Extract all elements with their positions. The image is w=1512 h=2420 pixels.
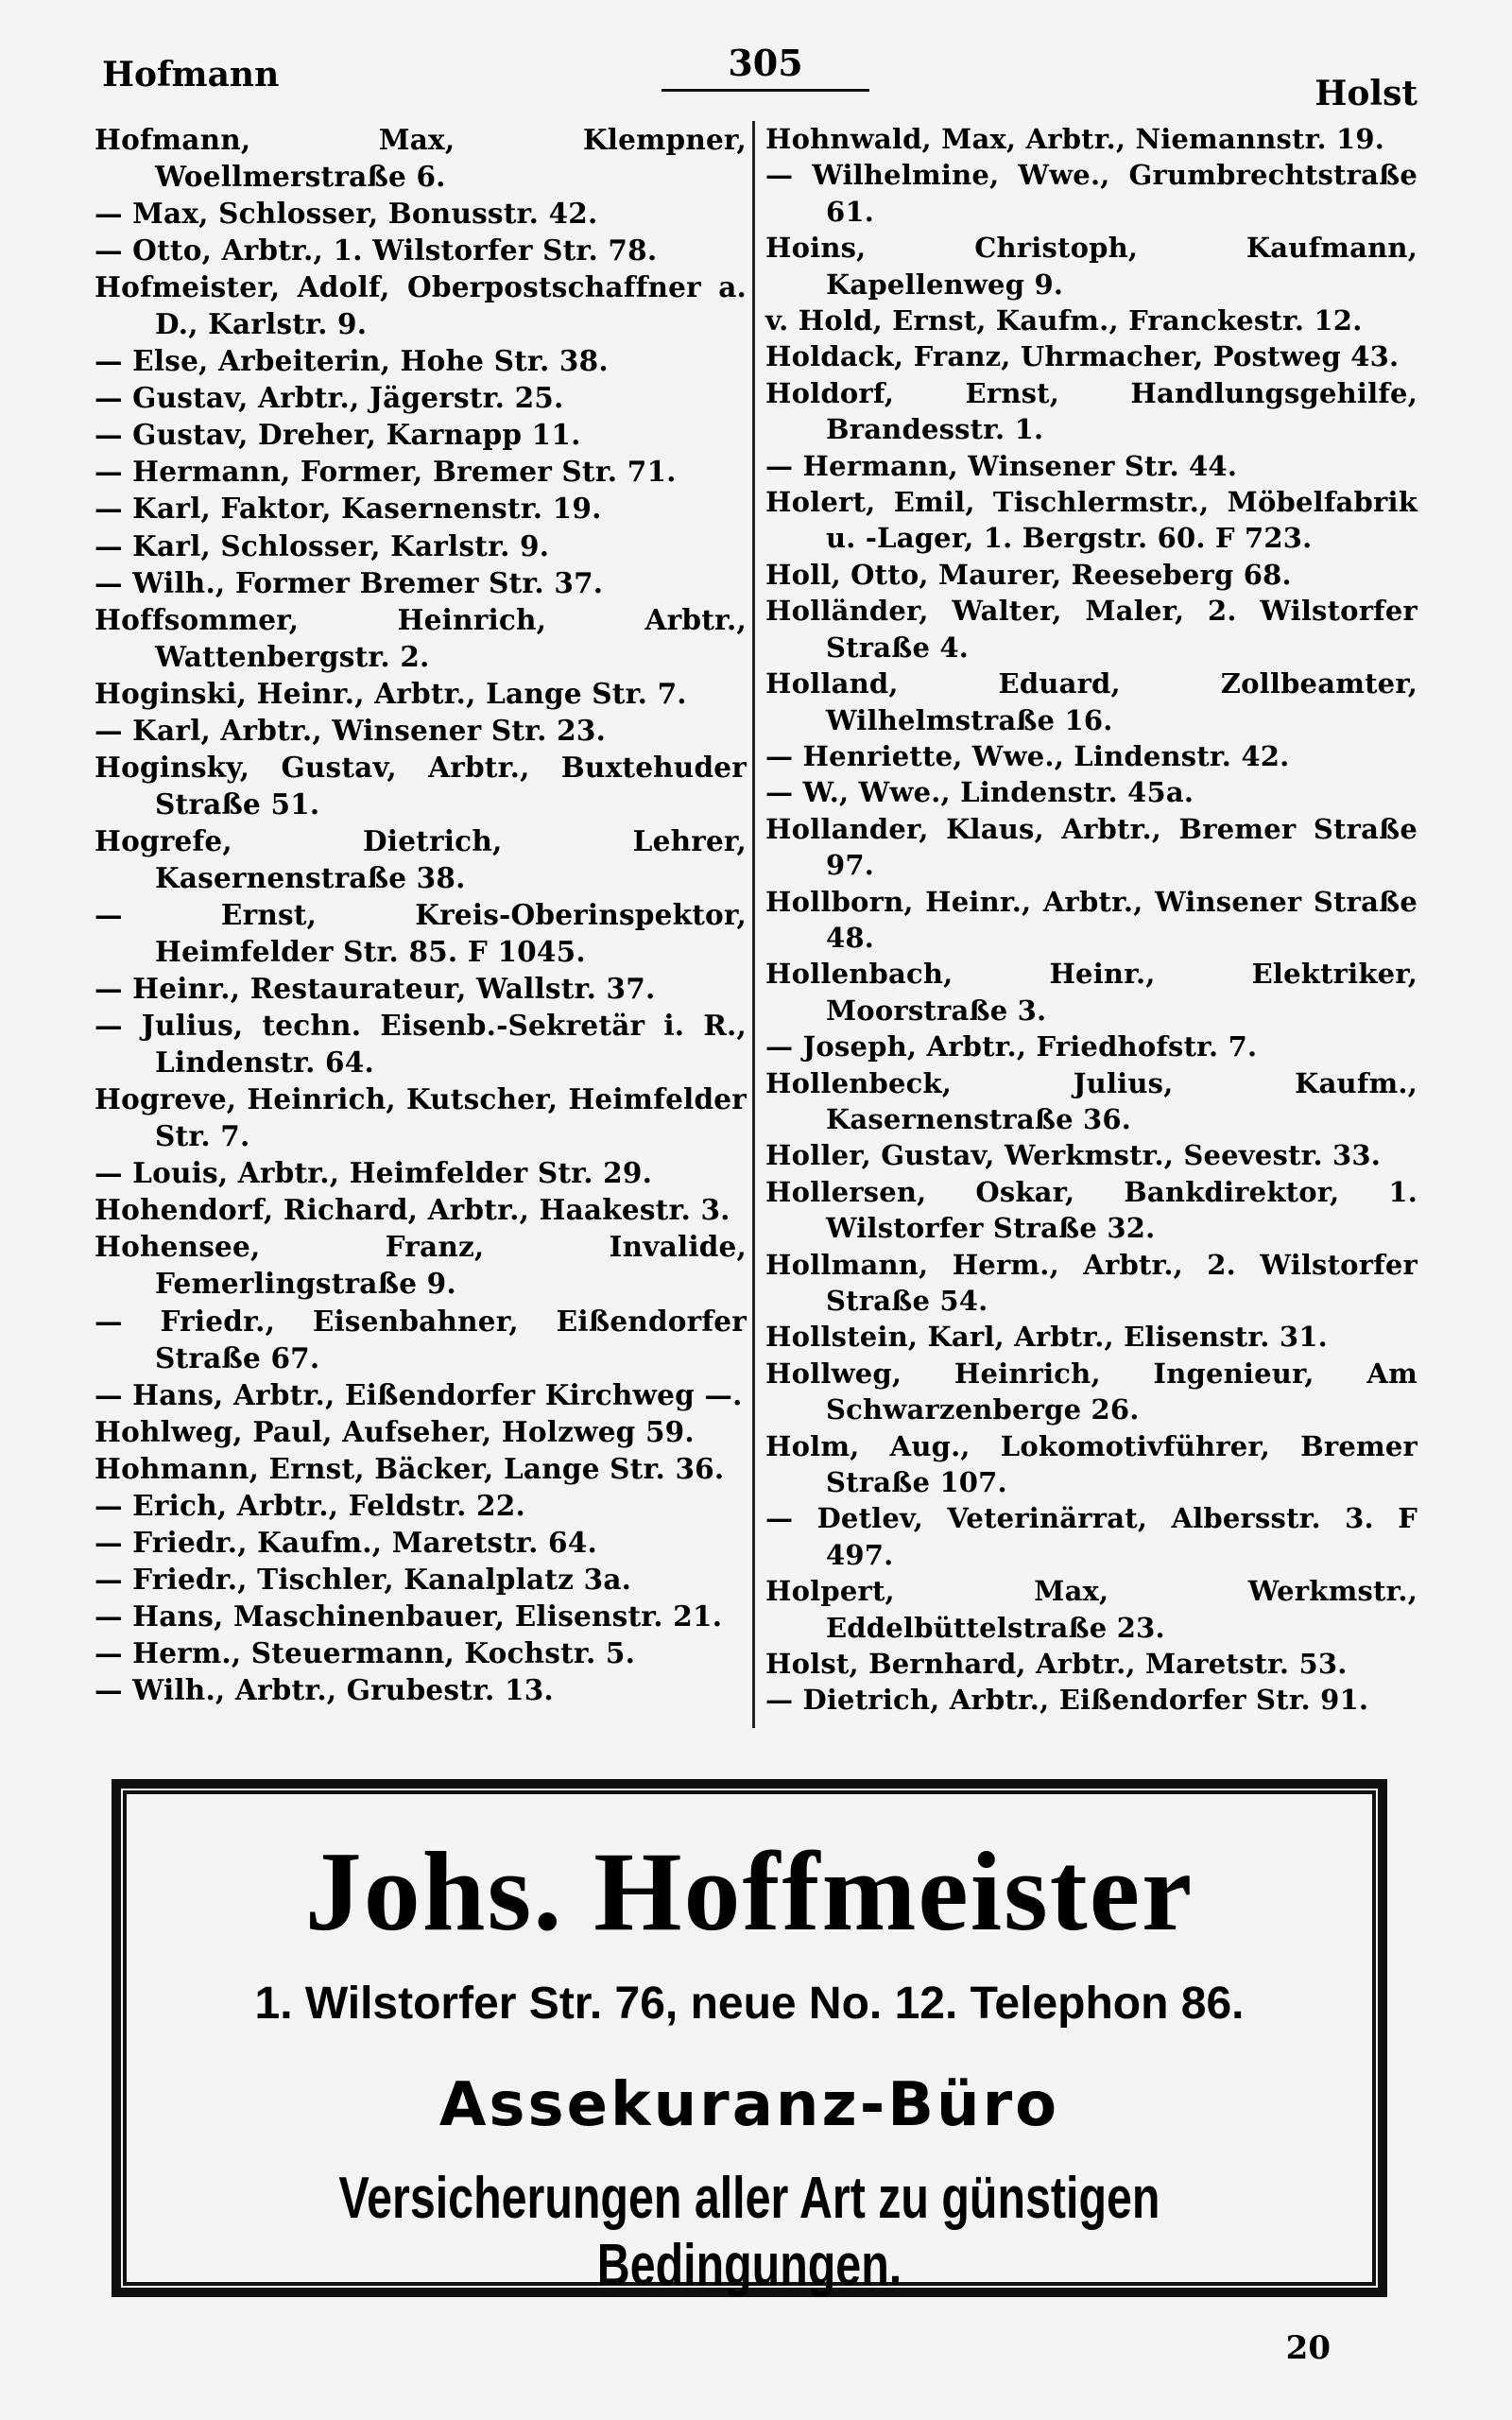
directory-entry: Hohensee, Franz, Invalide, Femerlingstraße 9. xyxy=(94,1230,747,1301)
directory-entry: Hoginski, Heinr., Arbtr., Lange Str. 7. xyxy=(94,676,687,710)
directory-entry: Hollenbach, Heinr., Elektriker, Moorstraße 3. xyxy=(765,958,1418,1027)
directory-entry: Hofmeister, Adolf, Oberpostschaffner a. D., Karlstr. 9. xyxy=(94,270,747,341)
left-column xyxy=(94,121,747,1708)
directory-entry: — Karl, Faktor, Kasernenstr. 19. xyxy=(94,492,602,526)
directory-entry: — Hermann, Winsener Str. 44. xyxy=(765,449,1238,482)
advertiser-address: 1. Wilstorfer Str. 76, neue No. 12. Telephon 86. xyxy=(254,1979,1245,2029)
page-number: 305 xyxy=(728,42,803,84)
directory-entry: — Heinr., Restaurateur, Wallstr. 37. xyxy=(94,972,656,1006)
directory-entry: Holländer, Walter, Maler, 2. Wilstorfer Straße 4. xyxy=(765,595,1418,664)
directory-entry: — Gustav, Arbtr., Jägerstr. 25. xyxy=(94,381,564,415)
directory-entry: — Friedr., Kaufm., Maretstr. 64. xyxy=(94,1525,597,1559)
directory-entry: — Julius, techn. Eisenb.-Sekretär i. R., Lindenstr. 64. xyxy=(94,1009,747,1080)
directory-entry: Holst, Bernhard, Arbtr., Maretstr. 53. xyxy=(765,1648,1348,1681)
directory-entry: Holdorf, Ernst, Handlungsgehilfe, Brandesstr. 1. xyxy=(765,376,1418,446)
directory-entry: Holert, Emil, Tischlermstr., Möbelfabrik u. -Lager, 1. Bergstr. 60. F 723. xyxy=(765,486,1418,555)
header-right-keyword: Holst xyxy=(1314,74,1418,113)
directory-entry: Hollstein, Karl, Arbtr., Elisenstr. 31. xyxy=(765,1321,1328,1354)
directory-entry: Hogreve, Heinrich, Kutscher, Heimfelder Str. 7. xyxy=(94,1082,747,1153)
advertiser-tagline: Versicherungen aller Art zu günstigen Bedingungen. xyxy=(338,2166,1160,2298)
directory-entry: — Hans, Arbtr., Eißendorfer Kirchweg —. xyxy=(94,1377,743,1411)
directory-entry: — Wilhelmine, Wwe., Grumbrechtstraße 61. xyxy=(765,159,1418,228)
directory-entry: Holpert, Max, Werkmstr., Eddelbüttelstraße 23. xyxy=(765,1575,1418,1644)
directory-entry: Hoffsommer, Heinrich, Arbtr., Wattenbergstr. 2. xyxy=(94,602,747,673)
directory-entry: Holl, Otto, Maurer, Reeseberg 68. xyxy=(765,558,1292,591)
right-column xyxy=(765,121,1418,1719)
header-left-keyword: Hofmann xyxy=(102,55,280,95)
directory-entry: v. Hold, Ernst, Kaufm., Franckestr. 12. xyxy=(765,304,1363,337)
sheet-number: 20 xyxy=(1285,2329,1331,2367)
directory-entry: — Hermann, Former, Bremer Str. 71. xyxy=(94,455,677,489)
directory-entry: — Karl, Arbtr., Winsener Str. 23. xyxy=(94,713,607,747)
directory-entry: Holler, Gustav, Werkmstr., Seevestr. 33. xyxy=(765,1139,1382,1172)
directory-entry: — Otto, Arbtr., 1. Wilstorfer Str. 78. xyxy=(94,233,658,268)
directory-entry: Hollmann, Herm., Arbtr., 2. Wilstorfer Straße 54. xyxy=(765,1248,1418,1317)
directory-entry: Hohnwald, Max, Arbtr., Niemannstr. 19. xyxy=(765,123,1385,155)
directory-entry: Hoginsky, Gustav, Arbtr., Buxtehuder Straße 51. xyxy=(94,750,747,821)
directory-entry: Hollenbeck, Julius, Kaufm., Kasernenstraße 36. xyxy=(765,1066,1418,1135)
directory-entry: — Hans, Maschinenbauer, Elisenstr. 21. xyxy=(94,1599,723,1633)
directory-entry: Hoins, Christoph, Kaufmann, Kapellenweg 9. xyxy=(765,232,1418,301)
directory-entry: Holland, Eduard, Zollbeamter, Wilhelmstraße 16. xyxy=(765,667,1418,736)
directory-entry: — Wilh., Arbtr., Grubestr. 13. xyxy=(94,1672,554,1706)
directory-entry: — Karl, Schlosser, Karlstr. 9. xyxy=(94,528,550,562)
directory-entry: — Friedr., Eisenbahner, Eißendorfer Straße 67. xyxy=(94,1304,747,1374)
directory-entry: Hohlweg, Paul, Aufseher, Holzweg 59. xyxy=(94,1414,695,1448)
directory-entry: Holdack, Franz, Uhrmacher, Postweg 43. xyxy=(765,340,1400,373)
directory-entry: — Herm., Steuermann, Kochstr. 5. xyxy=(94,1635,636,1669)
directory-entry: — Ernst, Kreis-Oberinspektor, Heimfelder Str. 85. F 1045. xyxy=(94,897,747,969)
directory-entry: Hollander, Klaus, Arbtr., Bremer Straße 97. xyxy=(765,812,1418,882)
directory-entry: — Max, Schlosser, Bonusstr. 42. xyxy=(94,197,598,231)
directory-entry: — Friedr., Tischler, Kanalplatz 3a. xyxy=(94,1562,632,1596)
directory-entry: — Detlev, Veterinärrat, Albersstr. 3. F 497. xyxy=(765,1502,1418,1571)
directory-entry: — Henriette, Wwe., Lindenstr. 42. xyxy=(765,739,1290,772)
directory-entry: Hollersen, Oskar, Bankdirektor, 1. Wilstorfer Straße 32. xyxy=(765,1175,1418,1245)
directory-entry: — Dietrich, Arbtr., Eißendorfer Str. 91. xyxy=(765,1684,1369,1717)
directory-entry: — Joseph, Arbtr., Friedhofstr. 7. xyxy=(765,1030,1258,1063)
page-number-rule xyxy=(662,89,869,92)
directory-entry: — Erich, Arbtr., Feldstr. 22. xyxy=(94,1488,525,1522)
directory-entry: — Gustav, Dreher, Karnapp 11. xyxy=(94,418,581,452)
directory-entry: Hofmann, Max, Klempner, Woellmerstraße 6. xyxy=(94,123,747,194)
directory-entry: — Wilh., Former Bremer Str. 37. xyxy=(94,565,604,599)
directory-entry: Hollborn, Heinr., Arbtr., Winsener Straße 48. xyxy=(765,885,1418,954)
directory-entry: Hohendorf, Richard, Arbtr., Haakestr. 3. xyxy=(94,1193,730,1227)
directory-entry: — Louis, Arbtr., Heimfelder Str. 29. xyxy=(94,1156,653,1190)
directory-entry: Hogrefe, Dietrich, Lehrer, Kasernenstraße 38. xyxy=(94,823,747,894)
directory-entry: Holm, Aug., Lokomotivführer, Bremer Straße 107. xyxy=(765,1429,1418,1499)
directory-entry: — Else, Arbeiterin, Hohe Str. 38. xyxy=(94,344,609,378)
directory-entry: Hollweg, Heinrich, Ingenieur, Am Schwarzenberge 26. xyxy=(765,1357,1418,1426)
directory-entry: Hohmann, Ernst, Bäcker, Lange Str. 36. xyxy=(94,1451,725,1485)
advertiser-name: Johs. Hoffmeister xyxy=(304,1828,1194,1954)
column-divider xyxy=(752,121,755,1728)
advertisement-box xyxy=(112,1779,1387,2297)
directory-entry: — W., Wwe., Lindenstr. 45a. xyxy=(765,776,1194,809)
advertiser-business: Assekuranz-Büro xyxy=(438,2070,1060,2140)
